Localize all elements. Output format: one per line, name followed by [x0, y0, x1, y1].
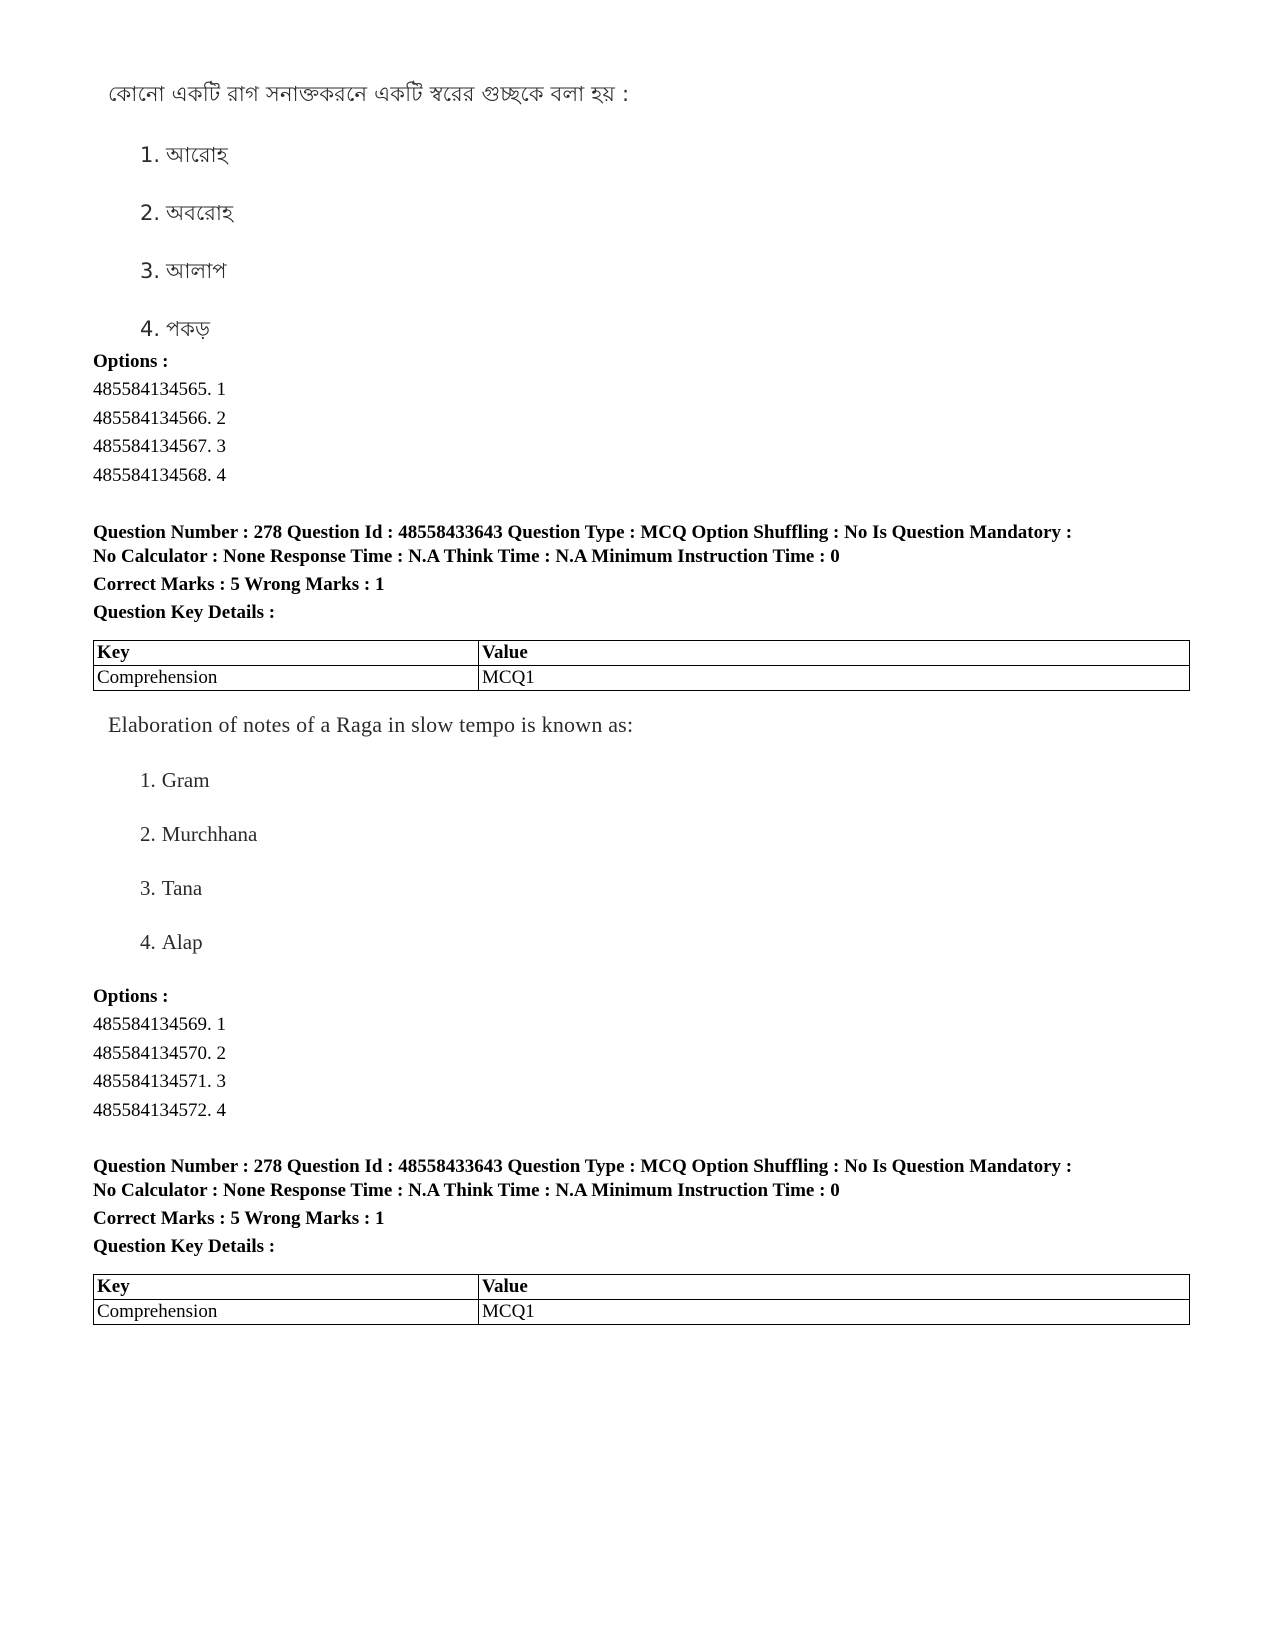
table-row — [94, 1300, 1190, 1325]
table-cell: Comprehension — [94, 666, 479, 691]
choice-item: 2. অবরোহ — [140, 201, 234, 225]
table-header-cell: Key — [94, 641, 479, 666]
question-image-bengali — [108, 78, 629, 375]
key-details-heading: Question Key Details : — [93, 1236, 276, 1257]
option-line: 485584134571. 3 — [93, 1071, 226, 1092]
table-header-row — [94, 641, 1190, 666]
choice-item: 4. পকড় — [140, 317, 210, 341]
option-line: 485584134572. 4 — [93, 1099, 226, 1121]
options-title: Options : — [93, 986, 169, 1007]
key-details-table — [93, 640, 1190, 691]
question-meta — [93, 1155, 1193, 1261]
table-cell: Comprehension — [94, 1300, 479, 1325]
choice-item: 4. Alap — [140, 930, 203, 954]
key-details-table — [93, 1274, 1190, 1325]
meta-line: No Calculator : None Response Time : N.A Think Time : N.A Minimum Instruction Time : 0 — [93, 1180, 840, 1201]
question-stem: কোনো একটি রাগ সনাক্তকরনে একটি স্বরের গুচ্ছকে বলা হয় : — [108, 82, 630, 106]
options-block — [93, 983, 1188, 1125]
marks-line: Correct Marks : 5 Wrong Marks : 1 — [93, 574, 385, 595]
table-header-cell: Value — [479, 641, 1190, 666]
option-line: 485584134565. 1 — [93, 379, 226, 400]
table-row — [94, 666, 1190, 691]
choice-item: 3. আলাপ — [140, 259, 227, 283]
option-line: 485584134567. 3 — [93, 436, 226, 457]
choice-item: 3. Tana — [140, 876, 203, 900]
choice-item: 2. Murchhana — [140, 822, 258, 846]
question-choices — [108, 768, 633, 984]
choice-item: 1. Gram — [140, 768, 210, 792]
meta-line: Question Number : 278 Question Id : 48558433643 Question Type : MCQ Option Shuffling : No Is Question Mandatory : — [93, 522, 1073, 543]
options-block — [93, 348, 1188, 490]
marks-line: Correct Marks : 5 Wrong Marks : 1 — [93, 1208, 385, 1229]
question-image-english — [108, 712, 633, 984]
table-header-cell: Key — [94, 1275, 479, 1300]
key-details-heading: Question Key Details : — [93, 602, 276, 623]
table-cell: MCQ1 — [479, 1300, 1190, 1325]
question-stem: Elaboration of notes of a Raga in slow tempo is known as: — [108, 712, 634, 737]
option-line: 485584134570. 2 — [93, 1042, 226, 1064]
choice-item: 1. আরোহ — [140, 143, 228, 167]
table-header-cell: Value — [479, 1275, 1190, 1300]
meta-line: No Calculator : None Response Time : N.A Think Time : N.A Minimum Instruction Time : 0 — [93, 546, 840, 567]
table-cell: MCQ1 — [479, 666, 1190, 691]
options-title: Options : — [93, 351, 169, 372]
option-line: 485584134569. 1 — [93, 1014, 226, 1035]
meta-line: Question Number : 278 Question Id : 48558433643 Question Type : MCQ Option Shuffling : No Is Question Mandatory : — [93, 1156, 1073, 1177]
table-header-row — [94, 1275, 1190, 1300]
option-line: 485584134568. 4 — [93, 464, 226, 486]
option-line: 485584134566. 2 — [93, 407, 226, 429]
question-choices — [108, 143, 629, 375]
question-meta — [93, 521, 1193, 627]
